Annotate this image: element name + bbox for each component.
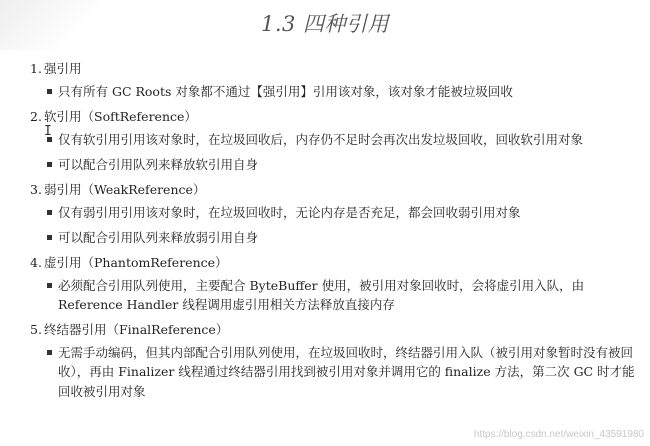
text-cursor-icon: I bbox=[44, 124, 52, 139]
section-title: 虚引用（PhantomReference） bbox=[44, 254, 228, 270]
bullet-square-icon bbox=[47, 89, 52, 94]
bullet-list bbox=[30, 82, 638, 102]
bullet-list bbox=[30, 276, 638, 315]
list-item bbox=[30, 276, 638, 315]
section-number: 1. bbox=[30, 61, 42, 76]
section-heading bbox=[30, 321, 638, 339]
section-heading bbox=[30, 254, 638, 272]
section-title: 终结器引用（FinalReference） bbox=[44, 321, 229, 337]
bullet-square-icon bbox=[47, 210, 52, 215]
section-heading bbox=[30, 181, 638, 199]
document-body bbox=[30, 60, 638, 407]
list-item bbox=[30, 82, 638, 102]
section-number: 4. bbox=[30, 254, 42, 270]
section-soft-reference bbox=[30, 108, 638, 175]
section-phantom-reference bbox=[30, 254, 638, 315]
section-title: 弱引用（WeakReference） bbox=[44, 181, 206, 197]
list-item-text: 必须配合引用队列使用，主要配合 ByteBuffer 使用，被引用对象回收时，会将虚引用入队，由 Reference Handler 线程调用虚引用相关方法释放直接内存 bbox=[58, 277, 585, 312]
list-item bbox=[30, 203, 638, 223]
bullet-list bbox=[30, 343, 638, 402]
section-heading bbox=[30, 60, 638, 78]
list-item-text: 无需手动编码，但其内部配合引用队列使用，在垃圾回收时，终结器引用入队（被引用对象暂时没有被回收），再由 Finalizer 线程通过终结器引用找到被引用对象并调用它的 finalize 方法，第二次 GC 时才能回收被引用对象 bbox=[58, 344, 635, 399]
list-item-text: 仅有软引用引用该对象时，在垃圾回收后，内存仍不足时会再次出发垃圾回收，回收软引用对象 bbox=[58, 131, 584, 147]
bullet-square-icon bbox=[47, 235, 52, 240]
list-item bbox=[30, 228, 638, 248]
section-number: 3. bbox=[30, 181, 42, 197]
section-number: 5. bbox=[30, 321, 42, 337]
bullet-list bbox=[30, 203, 638, 248]
list-item-text: 可以配合引用队列来释放弱引用自身 bbox=[58, 230, 259, 245]
bullet-square-icon bbox=[47, 283, 52, 288]
list-item bbox=[30, 130, 638, 150]
section-title: 软引用（SoftReference） bbox=[44, 108, 197, 124]
page-title: 1.3 四种引用 bbox=[260, 12, 390, 36]
section-weak-reference bbox=[30, 181, 638, 248]
bullet-square-icon bbox=[47, 350, 52, 355]
section-strong-reference bbox=[30, 60, 638, 102]
list-item bbox=[30, 343, 638, 402]
list-item-text: 可以配合引用队列来释放软引用自身 bbox=[58, 157, 259, 172]
section-final-reference bbox=[30, 321, 638, 402]
watermark-url: https://blog.csdn.net/weixin_43591980 bbox=[473, 429, 644, 440]
list-item-text: 仅有弱引用引用该对象时，在垃圾回收时，无论内存是否充足，都会回收弱引用对象 bbox=[58, 204, 521, 220]
bullet-list bbox=[30, 130, 638, 175]
section-number: 2. bbox=[30, 108, 42, 124]
list-item bbox=[30, 155, 638, 175]
section-title: 强引用 bbox=[44, 61, 82, 76]
section-heading bbox=[30, 108, 638, 126]
list-item-text: 只有所有 GC Roots 对象都不通过【强引用】引用该对象，该对象才能被垃圾回收 bbox=[58, 84, 513, 99]
bullet-square-icon bbox=[47, 162, 52, 167]
